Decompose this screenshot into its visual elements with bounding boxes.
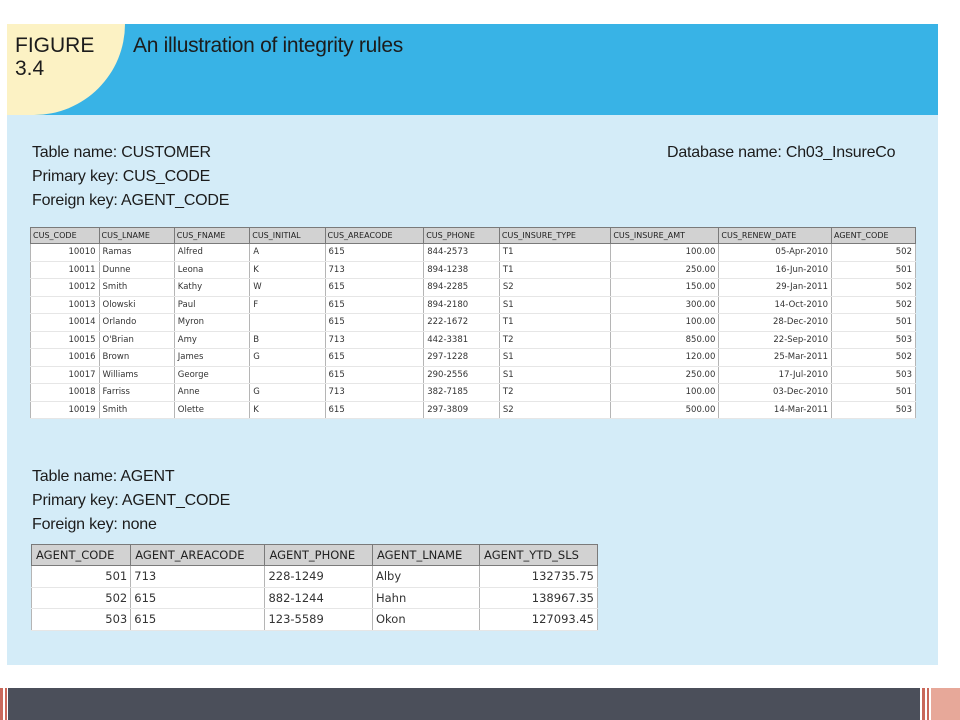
table-cell: Farriss: [99, 384, 174, 402]
agent-foreign-key: Foreign key: none: [32, 516, 157, 533]
figure-label-box: [7, 24, 125, 115]
table-row: [31, 366, 916, 384]
table-cell: 615: [325, 279, 424, 297]
table-cell: 713: [325, 261, 424, 279]
table-cell: S2: [499, 401, 610, 419]
table-cell: Ramas: [99, 244, 174, 262]
table-cell: 120.00: [611, 349, 719, 367]
table-cell: 615: [325, 314, 424, 332]
customer-primary-key: Primary key: CUS_CODE: [32, 168, 211, 185]
table-cell: S1: [499, 296, 610, 314]
table-cell: 382-7185: [424, 384, 500, 402]
figure-title: An illustration of integrity rules: [133, 34, 403, 57]
table-cell: [250, 366, 325, 384]
table-cell: Alfred: [174, 244, 249, 262]
table-cell: 10010: [31, 244, 100, 262]
table-cell: 850.00: [611, 331, 719, 349]
table-cell: 502: [831, 244, 915, 262]
table-row: [31, 314, 916, 332]
table-cell: 14-Mar-2011: [719, 401, 832, 419]
column-header: AGENT_PHONE: [265, 545, 373, 566]
column-header: CUS_CODE: [31, 228, 100, 244]
table-cell: Paul: [174, 296, 249, 314]
table-cell: Orlando: [99, 314, 174, 332]
table-cell: 442-3381: [424, 331, 500, 349]
column-header: CUS_LNAME: [99, 228, 174, 244]
table-cell: W: [250, 279, 325, 297]
table-cell: S2: [499, 279, 610, 297]
table-cell: 123-5589: [265, 609, 373, 631]
footer-stripe: [0, 688, 3, 720]
table-cell: Smith: [99, 401, 174, 419]
column-header: CUS_INITIAL: [250, 228, 325, 244]
table-cell: 882-1244: [265, 587, 373, 609]
table-cell: 16-Jun-2010: [719, 261, 832, 279]
table-cell: 713: [131, 566, 265, 588]
table-cell: Kathy: [174, 279, 249, 297]
table-cell: T1: [499, 244, 610, 262]
table-cell: 503: [831, 366, 915, 384]
table-cell: 501: [831, 261, 915, 279]
table-cell: 100.00: [611, 244, 719, 262]
table-cell: 100.00: [611, 384, 719, 402]
agent-table-body: [32, 566, 598, 631]
table-cell: 503: [831, 401, 915, 419]
table-cell: S1: [499, 366, 610, 384]
table-cell: 615: [131, 587, 265, 609]
table-cell: A: [250, 244, 325, 262]
column-header: AGENT_CODE: [831, 228, 915, 244]
table-cell: 894-1238: [424, 261, 500, 279]
table-row: [31, 384, 916, 402]
customer-table-name: Table name: CUSTOMER: [32, 144, 211, 161]
column-header: CUS_AREACODE: [325, 228, 424, 244]
table-cell: 100.00: [611, 314, 719, 332]
table-cell: 297-1228: [424, 349, 500, 367]
table-row: [32, 587, 598, 609]
agent-primary-key: Primary key: AGENT_CODE: [32, 492, 231, 509]
table-cell: 150.00: [611, 279, 719, 297]
table-cell: 10018: [31, 384, 100, 402]
table-cell: 502: [831, 296, 915, 314]
table-cell: James: [174, 349, 249, 367]
table-cell: T2: [499, 331, 610, 349]
database-name: Database name: Ch03_InsureCo: [667, 144, 896, 161]
table-cell: 10017: [31, 366, 100, 384]
table-cell: Okon: [372, 609, 479, 631]
table-row: [32, 609, 598, 631]
agent-table: [31, 544, 598, 631]
table-cell: Brown: [99, 349, 174, 367]
table-cell: T1: [499, 314, 610, 332]
table-cell: 10015: [31, 331, 100, 349]
table-cell: 894-2180: [424, 296, 500, 314]
footer-stripe: [5, 688, 7, 720]
table-cell: Olette: [174, 401, 249, 419]
table-cell: 297-3809: [424, 401, 500, 419]
column-header: AGENT_YTD_SLS: [480, 545, 598, 566]
table-cell: 501: [831, 314, 915, 332]
table-cell: F: [250, 296, 325, 314]
table-cell: 14-Oct-2010: [719, 296, 832, 314]
table-cell: 844-2573: [424, 244, 500, 262]
table-cell: K: [250, 261, 325, 279]
table-cell: Anne: [174, 384, 249, 402]
figure-label-number: 3.4: [15, 57, 45, 80]
table-cell: 138967.35: [480, 587, 598, 609]
footer-stripe: [927, 688, 929, 720]
table-cell: 615: [325, 296, 424, 314]
customer-table-header: [31, 228, 916, 244]
table-cell: 615: [325, 349, 424, 367]
table-cell: 250.00: [611, 261, 719, 279]
table-cell: Alby: [372, 566, 479, 588]
customer-foreign-key: Foreign key: AGENT_CODE: [32, 192, 230, 209]
table-cell: 222-1672: [424, 314, 500, 332]
table-cell: 10019: [31, 401, 100, 419]
table-cell: O'Brian: [99, 331, 174, 349]
table-cell: 713: [325, 331, 424, 349]
table-cell: 502: [831, 279, 915, 297]
table-cell: Dunne: [99, 261, 174, 279]
table-cell: 615: [325, 401, 424, 419]
footer-stripe: [931, 688, 960, 720]
table-cell: T2: [499, 384, 610, 402]
table-cell: G: [250, 349, 325, 367]
column-header: AGENT_AREACODE: [131, 545, 265, 566]
table-cell: 05-Apr-2010: [719, 244, 832, 262]
table-row: [31, 296, 916, 314]
table-cell: 22-Sep-2010: [719, 331, 832, 349]
table-cell: 615: [325, 244, 424, 262]
agent-table-header: [32, 545, 598, 566]
table-cell: 10013: [31, 296, 100, 314]
column-header: CUS_FNAME: [174, 228, 249, 244]
table-cell: S1: [499, 349, 610, 367]
table-cell: 500.00: [611, 401, 719, 419]
table-cell: Amy: [174, 331, 249, 349]
column-header: CUS_RENEW_DATE: [719, 228, 832, 244]
customer-table-meta: [32, 141, 229, 213]
table-cell: 10012: [31, 279, 100, 297]
table-cell: 10016: [31, 349, 100, 367]
table-cell: [250, 314, 325, 332]
table-cell: 132735.75: [480, 566, 598, 588]
table-cell: 713: [325, 384, 424, 402]
table-row: [31, 261, 916, 279]
column-header: CUS_INSURE_AMT: [611, 228, 719, 244]
table-cell: 228-1249: [265, 566, 373, 588]
table-cell: B: [250, 331, 325, 349]
table-cell: 28-Dec-2010: [719, 314, 832, 332]
table-cell: 300.00: [611, 296, 719, 314]
table-cell: T1: [499, 261, 610, 279]
column-header: CUS_INSURE_TYPE: [499, 228, 610, 244]
figure-number: [15, 34, 94, 80]
table-cell: Smith: [99, 279, 174, 297]
table-cell: Olowski: [99, 296, 174, 314]
table-cell: 25-Mar-2011: [719, 349, 832, 367]
table-cell: Hahn: [372, 587, 479, 609]
table-cell: 501: [32, 566, 131, 588]
table-cell: George: [174, 366, 249, 384]
table-cell: 29-Jan-2011: [719, 279, 832, 297]
table-row: [32, 566, 598, 588]
table-cell: 894-2285: [424, 279, 500, 297]
table-cell: 503: [32, 609, 131, 631]
footer-stripe: [922, 688, 925, 720]
customer-table: [30, 227, 916, 419]
table-cell: K: [250, 401, 325, 419]
column-header: AGENT_CODE: [32, 545, 131, 566]
table-cell: 615: [325, 366, 424, 384]
agent-table-meta: [32, 465, 230, 537]
agent-table-name: Table name: AGENT: [32, 468, 175, 485]
table-cell: 502: [32, 587, 131, 609]
table-row: [31, 331, 916, 349]
table-row: [31, 279, 916, 297]
customer-table-body: [31, 244, 916, 419]
table-row: [31, 244, 916, 262]
table-row: [31, 349, 916, 367]
table-cell: 10014: [31, 314, 100, 332]
table-cell: 10011: [31, 261, 100, 279]
table-cell: 290-2556: [424, 366, 500, 384]
table-cell: 03-Dec-2010: [719, 384, 832, 402]
footer-bar: [8, 688, 920, 720]
table-cell: 501: [831, 384, 915, 402]
column-header: CUS_PHONE: [424, 228, 500, 244]
table-cell: 17-Jul-2010: [719, 366, 832, 384]
table-cell: Williams: [99, 366, 174, 384]
table-cell: G: [250, 384, 325, 402]
table-cell: 615: [131, 609, 265, 631]
table-cell: 502: [831, 349, 915, 367]
table-cell: 250.00: [611, 366, 719, 384]
column-header: AGENT_LNAME: [372, 545, 479, 566]
figure-header: [7, 24, 938, 115]
table-row: [31, 401, 916, 419]
table-cell: 503: [831, 331, 915, 349]
figure-label-word: FIGURE: [15, 34, 95, 57]
table-cell: 127093.45: [480, 609, 598, 631]
table-cell: Myron: [174, 314, 249, 332]
table-cell: Leona: [174, 261, 249, 279]
